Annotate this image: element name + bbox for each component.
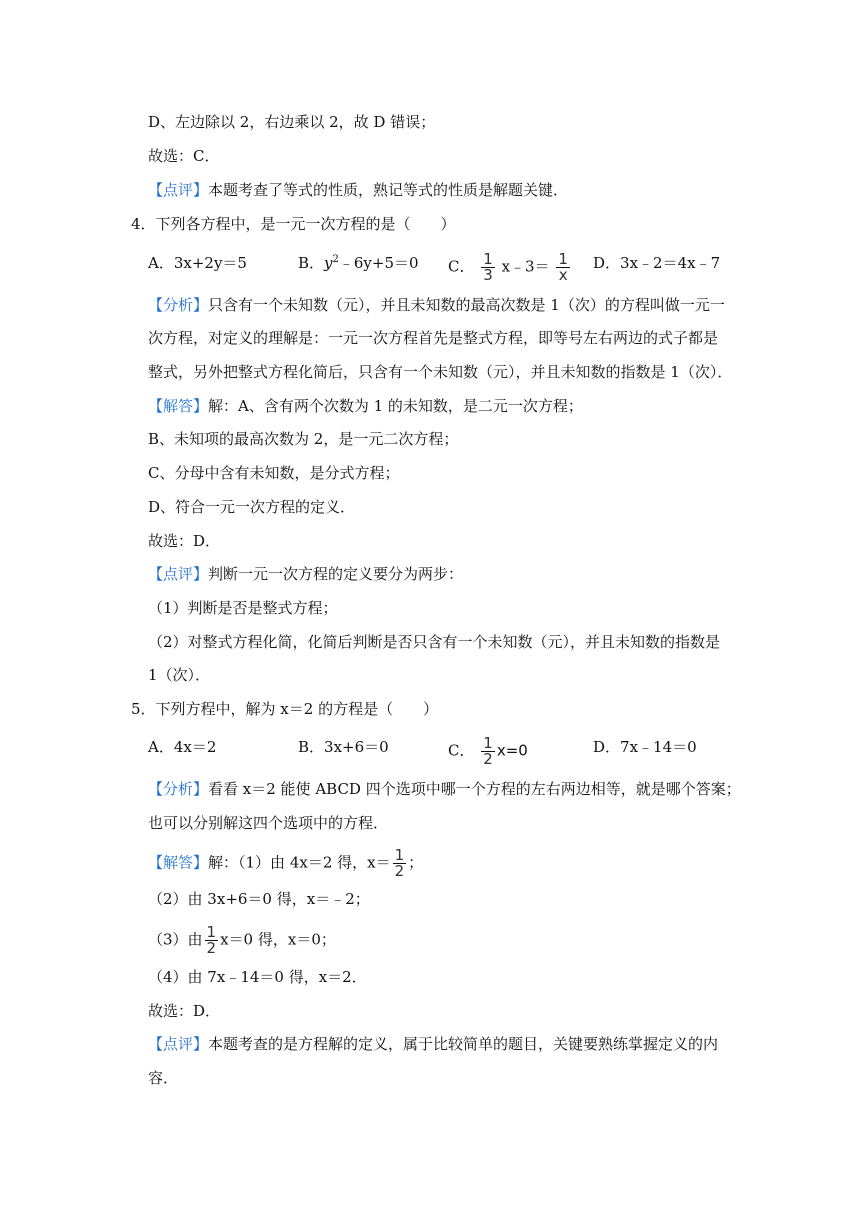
solution-tag: 【解答】 <box>148 853 209 872</box>
review-tag: 【点评】 <box>148 565 209 583</box>
q5-solution-line-2: （2）由 3x+6＝0 得，x＝﹣2； <box>148 890 370 908</box>
q4-solution-line-4: D、符合一元一次方程的定义． <box>148 498 356 516</box>
q4-analysis-line-1: 【分析】只含有一个未知数（元），并且未知数的最高次数是 1（次）的方程叫做一元一 <box>148 296 725 314</box>
q4-stem: 4．下列各方程中，是一元一次方程的是（ ） <box>131 215 456 233</box>
q5-review-line-2: 容． <box>148 1069 179 1087</box>
fraction: $\frac{1}{2}$ <box>394 846 405 880</box>
review-text: 本题考查了等式的性质，熟记等式的性质是解题关键． <box>208 181 569 199</box>
solution-tag: 【解答】 <box>148 397 209 415</box>
q5-option-b: B．3x+6＝0 <box>298 738 389 756</box>
analysis-tag: 【分析】 <box>148 296 209 314</box>
fraction: $\frac{1}{x}$ <box>558 250 568 284</box>
q4-solution-line-1: 【解答】解：A、含有两个次数为 1 的未知数，是二元一次方程； <box>148 397 583 415</box>
q4-answer: 故选：D． <box>148 532 221 550</box>
q5-answer: 故选：D． <box>148 1002 221 1020</box>
fraction: $\frac{1}{2}$ <box>483 734 493 768</box>
q5-stem: 5．下列方程中，解为 x＝2 的方程是（ ） <box>131 700 439 718</box>
analysis-tag: 【分析】 <box>148 780 209 798</box>
q5-analysis-line-2: 也可以分别解这四个选项中的方程． <box>148 814 389 832</box>
q4-analysis-line-3: 整式，另外把整式方程化简后，只含有一个未知数（元），并且未知数的指数是 1（次）． <box>148 363 733 381</box>
q3-review <box>148 179 568 201</box>
q4-option-d: D．3x﹣2＝4x﹣7 <box>593 254 721 272</box>
q4-option-a: A．3x+2y＝5 <box>148 254 247 272</box>
q4-review-line-4: 1（次）． <box>148 666 211 684</box>
q5-solution-line-3: （3）由 $\frac{1}{2}$ x＝0 得，x＝0； <box>148 923 336 957</box>
fraction: $\frac{1}{2}$ <box>206 923 217 957</box>
q4-solution-line-2: B、未知项的最高次数为 2，是一元二次方程； <box>148 430 459 448</box>
q5-option-d: D．7x﹣14＝0 <box>593 738 697 756</box>
q4-solution-line-3: C、分母中含有未知数，是分式方程； <box>148 464 400 482</box>
q5-analysis-line-1: 【分析】看看 x＝2 能使 ABCD 四个选项中哪一个方程的左右两边相等，就是哪个答案； <box>148 780 741 798</box>
review-tag: 【点评】 <box>148 1035 209 1053</box>
q5-solution-line-4: （4）由 7x﹣14＝0 得，x＝2． <box>148 968 367 986</box>
q5-review-line-1: 【点评】本题考查的是方程解的定义，属于比较简单的题目，关键要熟练掌握定义的内 <box>148 1035 719 1053</box>
fraction: $\frac{1}{3}$ <box>483 250 493 284</box>
q3-option-d-explanation: D、左边除以 2，右边乘以 2，故 D 错误； <box>148 113 436 131</box>
q5-option-a: A．4x＝2 <box>148 738 217 756</box>
q5-option-c: C． $\frac{1}{2}$ x=0 <box>448 734 528 768</box>
q5-solution-line-1: 【解答】解：（1）由 4x＝2 得，x＝ $\frac{1}{2}$ ； <box>148 846 424 880</box>
q4-review-line-2: （1）判断是否是整式方程； <box>148 599 338 617</box>
q3-answer: 故选：C． <box>148 147 220 165</box>
q4-option-b: B．$y^2﹣6y+5=0$ <box>298 254 419 272</box>
q4-option-c: C． $\frac{1}{3}$ x﹣3＝ $\frac{1}{x}$ <box>448 250 568 284</box>
q4-review-line-3: （2）对整式方程化简，化简后判断是否只含有一个未知数（元），并且未知数的指数是 <box>148 633 721 651</box>
review-tag: 【点评】 <box>148 181 209 199</box>
q4-analysis-line-2: 次方程，对定义的理解是：一元一次方程首先是整式方程，即等号左右两边的式子都是 <box>148 329 719 347</box>
q4-review-line-1: 【点评】判断一元一次方程的定义要分为两步： <box>148 565 464 583</box>
